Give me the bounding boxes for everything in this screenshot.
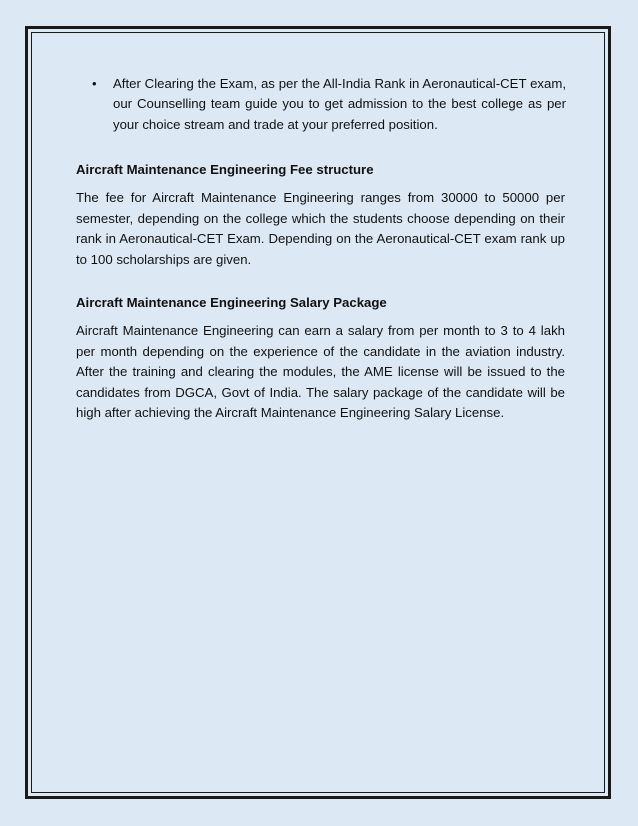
bullet-text: After Clearing the Exam, as per the All-India Rank in Aeronautical-CET exam, our Counselling team guide you to get admission to the best college as per your choice stream and trade at your preferred position. [113,76,566,132]
salary-package-heading: Aircraft Maintenance Engineering Salary Package [76,295,387,310]
fee-structure-heading: Aircraft Maintenance Engineering Fee structure [76,162,374,177]
bullet-list-item [92,74,566,135]
salary-package-paragraph: Aircraft Maintenance Engineering can earn a salary from per month to 3 to 4 lakh per month depending on the experience of the candidate in the aviation industry. After the training and clearing the modules, the AME license will be issued to the candidates from DGCA, Govt of India. The salary package of the candidate will be high after achieving the Aircraft Maintenance Engineering Salary License. [76,323,565,421]
fee-structure-paragraph: The fee for Aircraft Maintenance Engineering ranges from 30000 to 50000 per semester, depending on the college which the students choose depending on their rank in Aeronautical-CET Exam. Depending on the Aeronautical-CET exam rank up to 100 scholarships are given. [76,190,565,267]
bullet-icon: • [92,76,97,91]
